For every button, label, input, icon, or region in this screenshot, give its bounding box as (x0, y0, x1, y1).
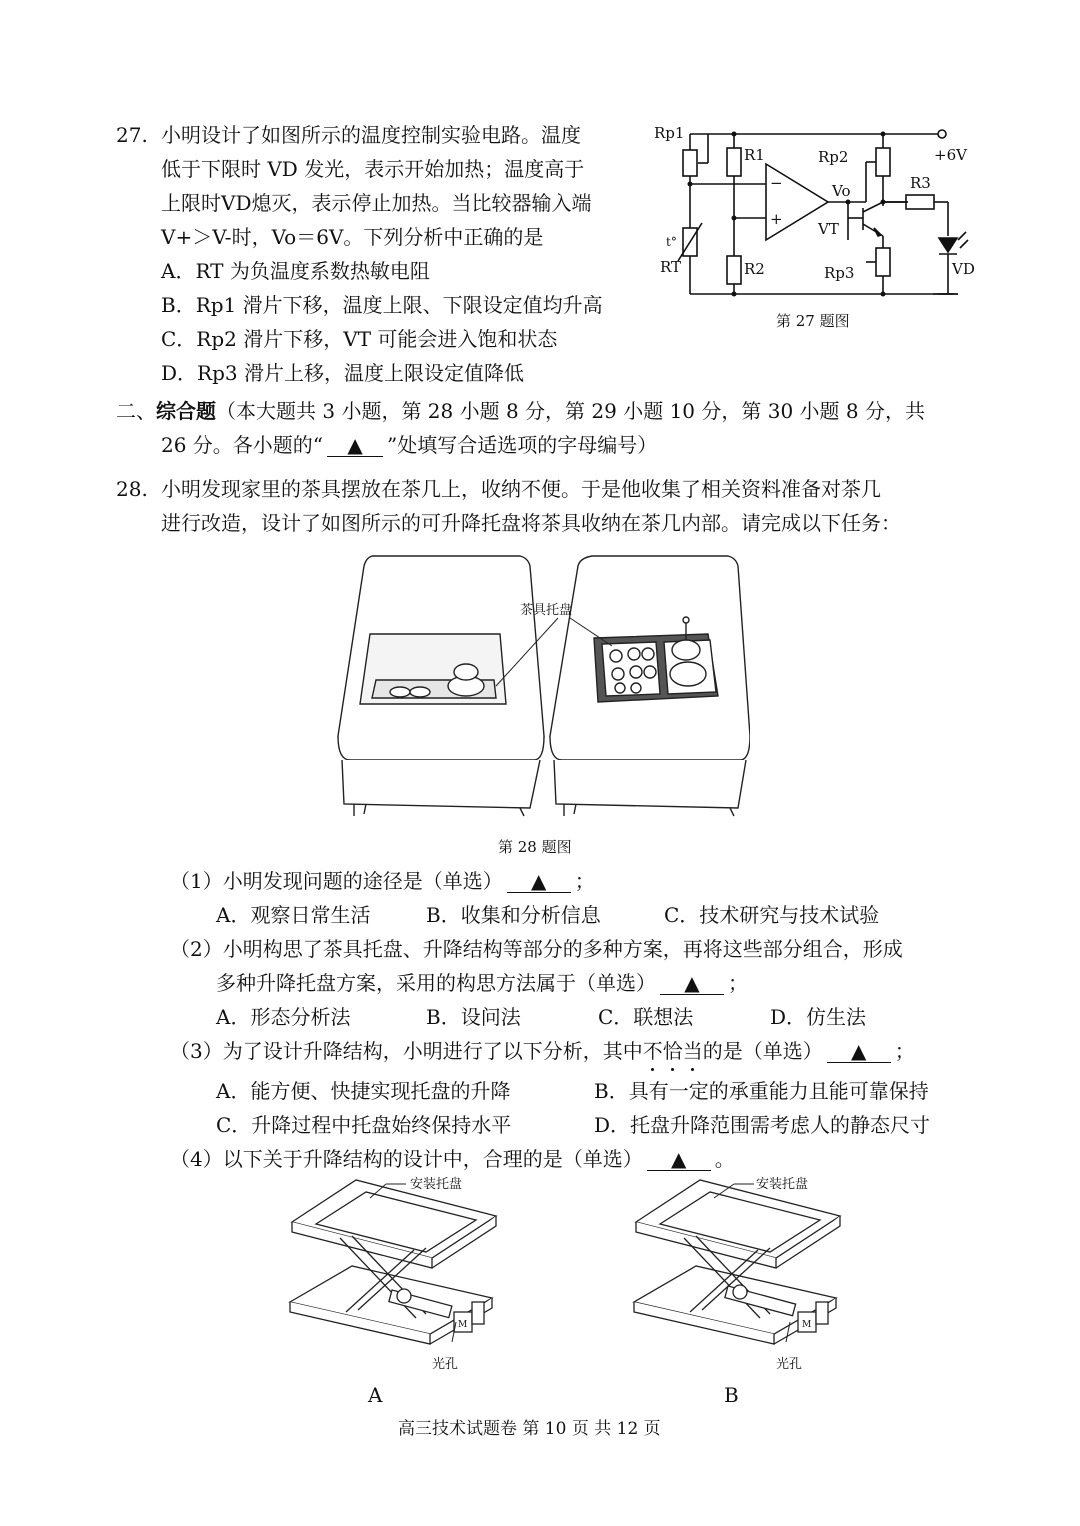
q28-sub2-line-2 (216, 966, 748, 1000)
q28-sub3-pre: （3）为了设计升降结构，小明进行了以下分析，其中 (170, 1039, 643, 1063)
q28-sub3-post: 的是（单选） (702, 1039, 823, 1063)
label-rp2: Rp2 (818, 148, 849, 166)
q28-sub3-blank[interactable]: ▲ (827, 1040, 891, 1063)
q28-sub1-text: （1）小明发现问题的途径是（单选） (170, 869, 503, 893)
label-vd: VD (952, 260, 975, 278)
q27-figure-caption: 第 27 题图 (776, 312, 850, 330)
q27-circuit-diagram (648, 118, 988, 303)
q28-sub1-option-c: C．技术研究与技术试验 (664, 903, 880, 927)
q28-sub4-blank[interactable]: ▲ (647, 1148, 711, 1171)
q28-sub3-emph-1: 不 (642, 1039, 663, 1063)
q28-sub3-emph-2: 恰 (662, 1039, 683, 1063)
q28-sub4-text: （4）以下关于升降结构的设计中，合理的是（单选） (170, 1147, 643, 1171)
lift-figure-a-letter: A (368, 1383, 383, 1407)
q28-sub3-end: ； (894, 1039, 915, 1063)
q28-sub1-end: ； (574, 869, 595, 893)
label-r3: R3 (910, 174, 931, 192)
lift-a-motor-label: M (458, 1320, 468, 1330)
q28-sub3-line (170, 1034, 915, 1068)
q27-stem-line-4: V+＞V-时，Vo＝6V。下列分析中正确的是 (161, 225, 544, 249)
lift-figure-b-letter: B (724, 1383, 739, 1407)
q28-figure-tray-label: 茶具托盘 (520, 603, 573, 618)
q27-option-d: D．Rp3 滑片上移，温度上限设定值降低 (161, 361, 524, 385)
q28-sub3-option-c: C．升降过程中托盘始终保持水平 (216, 1113, 512, 1137)
lift-b-hole-label: 光孔 (776, 1357, 803, 1372)
q28-tea-table-figure (330, 546, 750, 826)
label-rp1: Rp1 (654, 124, 685, 142)
section2-prefix: 二、 (116, 399, 156, 423)
q28-sub2-end: ； (728, 971, 748, 995)
q28-sub1-option-a: A．观察日常生活 (216, 903, 371, 927)
q28-sub3-option-d: D．托盘升降范围需考虑人的静态尺寸 (594, 1113, 931, 1137)
q27-option-b: B．Rp1 滑片下移，温度上限、下限设定值均升高 (161, 293, 603, 317)
section2-header-line-1 (116, 394, 925, 428)
section2-line-1: （本大题共 3 小题，第 28 小题 8 分，第 29 小题 10 分，第 30 小题 8 分，共 (216, 399, 925, 423)
q27-stem-line-1: 小明设计了如图所示的温度控制实验电路。温度 (161, 123, 581, 147)
q28-sub4-end: 。 (714, 1147, 735, 1171)
q28-sub1-blank[interactable]: ▲ (507, 870, 571, 893)
section2-title: 综合题 (156, 399, 216, 423)
q28-sub1-option-b: B．收集和分析信息 (426, 903, 601, 927)
q28-sub2-option-b: B．设问法 (426, 1005, 521, 1029)
q28-lift-figure-b (630, 1172, 862, 1372)
q28-sub2-option-d: D．仿生法 (770, 1005, 867, 1029)
label-t: t° (666, 235, 677, 249)
section2-blank: ▲ (327, 434, 383, 457)
label-vcc: +6V (934, 146, 967, 164)
q28-sub2-option-c: C．联想法 (598, 1005, 694, 1029)
q28-sub2-line-1: （2）小明构思了茶具托盘、升降结构等部分的多种方案，再将这些部分组合，形成 (170, 937, 903, 961)
section2-header-line-2 (161, 428, 657, 462)
q28-lift-figure-a (286, 1172, 518, 1372)
label-vt: VT (818, 220, 839, 238)
section2-line-2b: ”处填写合适选项的字母编号） (387, 433, 658, 457)
lift-b-motor-label: M (802, 1320, 812, 1330)
label-vo: Vo (832, 182, 851, 200)
label-minus: − (770, 174, 783, 192)
q27-stem-line-2: 低于下限时 VD 发光，表示开始加热；温度高于 (161, 157, 585, 181)
q28-number: 28. (116, 477, 148, 501)
q28-sub1-line (170, 864, 595, 898)
section2-line-2a: 26 分。各小题的“ (161, 433, 324, 457)
label-r2: R2 (744, 260, 765, 278)
q28-sub4-line (170, 1142, 735, 1176)
q28-figure-caption: 第 28 题图 (498, 838, 572, 856)
label-rt: RT (660, 258, 682, 276)
q28-sub2-text: 多种升降托盘方案，采用的构思方法属于（单选） (216, 971, 656, 995)
q27-number: 27. (116, 123, 148, 147)
label-r1: R1 (744, 146, 765, 164)
q28-sub2-option-a: A．形态分析法 (216, 1005, 351, 1029)
q27-option-c: C．Rp2 滑片下移，VT 可能会进入饱和状态 (161, 327, 558, 351)
q28-stem-line-2: 进行改造，设计了如图所示的可升降托盘将茶具收纳在茶几内部。请完成以下任务： (161, 511, 901, 535)
q28-sub3-emph-3: 当 (682, 1039, 703, 1063)
page-footer: 高三技术试题卷 第 10 页 共 12 页 (398, 1419, 661, 1439)
q28-stem-line-1: 小明发现家里的茶具摆放在茶几上，收纳不便。于是他收集了相关资料准备对茶几 (161, 477, 881, 501)
lift-b-tray-label: 安装托盘 (756, 1177, 809, 1192)
label-rp3: Rp3 (824, 264, 855, 282)
q27-option-a: A．RT 为负温度系数热敏电阻 (161, 259, 430, 283)
q28-sub3-option-a: A．能方便、快捷实现托盘的升降 (216, 1079, 511, 1103)
q27-stem-line-3: 上限时VD熄灭，表示停止加热。当比较器输入端 (161, 191, 592, 215)
q28-sub2-blank[interactable]: ▲ (660, 972, 724, 995)
lift-a-hole-label: 光孔 (432, 1357, 459, 1372)
label-plus: + (770, 210, 783, 228)
q28-sub3-option-b: B．具有一定的承重能力且能可靠保持 (594, 1079, 929, 1103)
lift-a-tray-label: 安装托盘 (410, 1177, 463, 1192)
